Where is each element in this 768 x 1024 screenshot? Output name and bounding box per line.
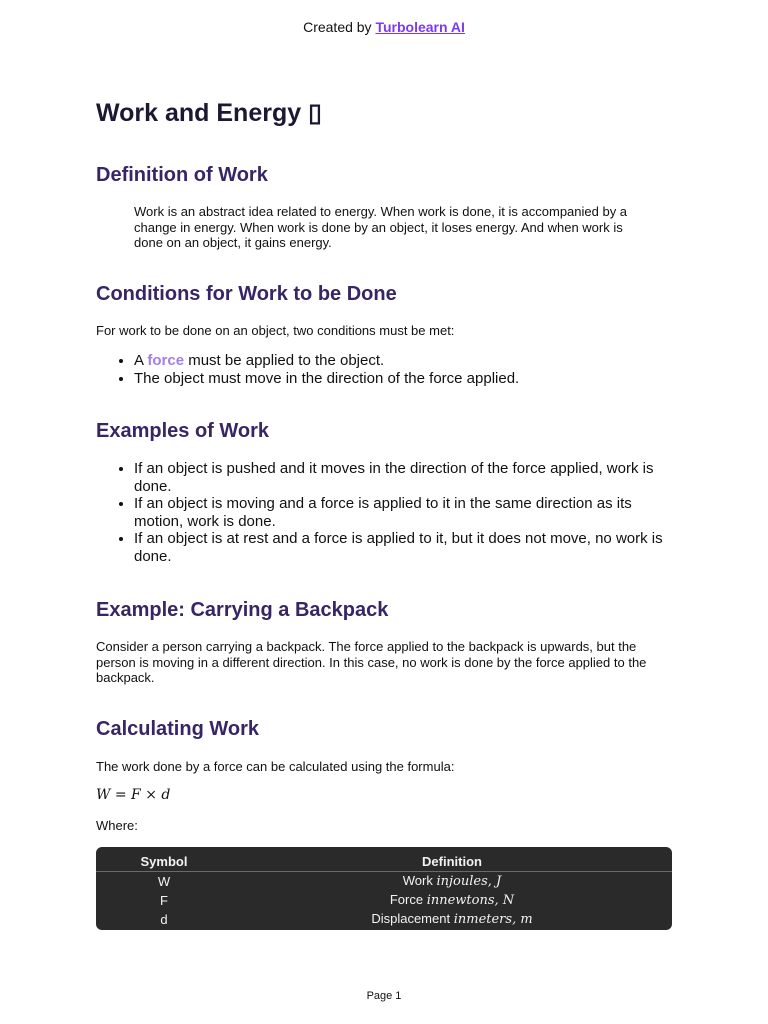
turbolearn-link[interactable]: Turbolearn AI	[375, 19, 465, 35]
where-label: Where:	[96, 818, 138, 833]
table-row	[96, 872, 672, 891]
list-item: • If an object is at rest and a force is applied to it, but it does not move, no work is done.	[134, 530, 672, 565]
conditions-list	[96, 352, 672, 387]
condition-prefix: A	[134, 352, 144, 369]
symbol-table	[96, 847, 672, 930]
symbol-cell: F	[160, 892, 168, 908]
symbol-cell: W	[157, 873, 171, 889]
page-title-text: Work and Energy	[96, 99, 302, 127]
heading-backpack: Example: Carrying a Backpack	[96, 599, 389, 621]
calculating-intro: The work done by a force can be calculated using the formula:	[96, 759, 455, 774]
heading-definition: Definition of Work	[96, 164, 268, 186]
definition-blockquote: Work is an abstract idea related to energy. When work is done, it is accompanied by a change in energy. When work is done by an object, it loses energy. And when work is done on an object, it gains energy.	[134, 204, 628, 250]
table-row	[96, 910, 672, 930]
formula-w: W	[96, 787, 111, 803]
list-item	[134, 352, 672, 370]
conditions-intro: For work to be done on an object, two conditions must be met:	[96, 323, 455, 338]
document-body	[96, 96, 672, 927]
page-title	[96, 96, 672, 130]
definition-text: Force	[389, 892, 424, 907]
header-symbol: Symbol	[96, 847, 232, 872]
examples-list	[96, 460, 672, 565]
definition-cell	[232, 891, 672, 910]
symbol-cell: d	[160, 911, 168, 927]
formula-times: ×	[145, 787, 157, 803]
header-definition: Definition	[232, 847, 672, 872]
page-number: Page 1	[366, 990, 402, 1002]
heading-examples: Examples of Work	[96, 420, 270, 442]
definition-cell	[232, 910, 672, 930]
credit-line	[0, 19, 768, 35]
title-emoji-icon: ▯	[308, 99, 322, 127]
backpack-text: Consider a person carrying a backpack. The force applied to the backpack is upwards, but the person is moving in a different direction. In this case, no work is done by the force applied to the backpack.	[96, 639, 647, 685]
list-item: • The object must move in the direction of the force applied.	[134, 370, 672, 388]
heading-calculating: Calculating Work	[96, 718, 259, 740]
formula-f: F	[131, 787, 141, 803]
formula-equals: =	[114, 787, 127, 803]
table-row	[96, 891, 672, 910]
force-highlight: force	[147, 352, 185, 369]
list-item: • If an object is pushed and it moves in the direction of the force applied, work is done.	[134, 460, 672, 495]
table-header-row	[96, 847, 672, 872]
heading-conditions: Conditions for Work to be Done	[96, 283, 397, 305]
work-formula	[96, 787, 170, 803]
definition-cell	[232, 872, 672, 891]
definition-text: Work	[402, 873, 433, 888]
unit-text: inmeters, m	[453, 912, 533, 927]
definition-text: Displacement	[371, 911, 451, 926]
credit-prefix: Created by	[303, 19, 372, 35]
unit-text: innewtons, N	[426, 893, 515, 908]
condition-suffix: must be applied to the object.	[188, 352, 385, 369]
list-item: • If an object is moving and a force is applied to it in the same direction as its motion, work is done.	[134, 495, 672, 530]
unit-text: injoules, J	[436, 874, 502, 889]
formula-d: d	[161, 787, 171, 803]
